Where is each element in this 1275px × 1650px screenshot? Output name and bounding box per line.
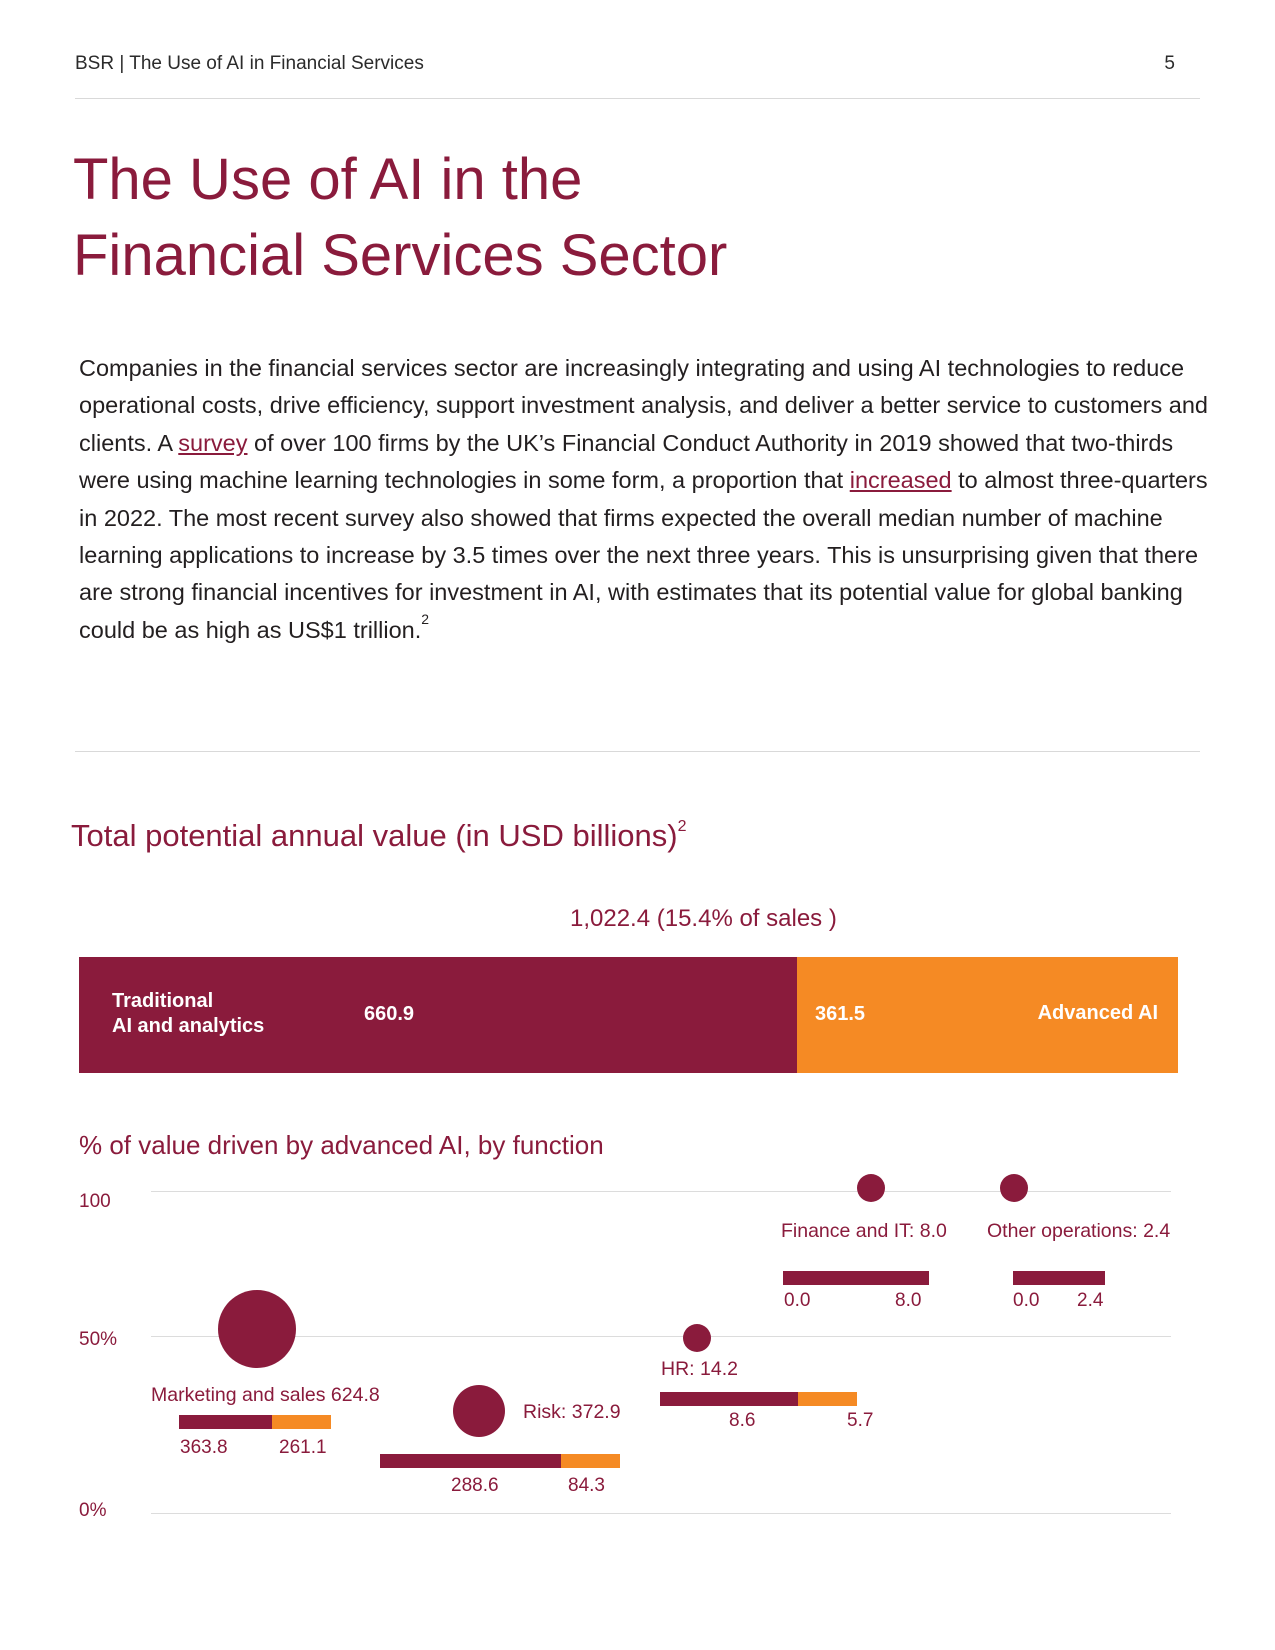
hr-advanced-bar — [798, 1392, 857, 1406]
marketing-traditional-bar — [179, 1415, 272, 1429]
risk-advanced-value: 84.3 — [568, 1475, 605, 1496]
risk-traditional-bar — [380, 1454, 561, 1468]
y-tick-0: 0% — [79, 1500, 107, 1521]
traditional-ai-value: 660.9 — [364, 1003, 415, 1025]
marketing-label: Marketing and sales 624.8 — [151, 1384, 380, 1406]
marketing-bubble — [218, 1290, 296, 1368]
finance-it-bar — [783, 1271, 929, 1285]
gridline-50 — [151, 1336, 1171, 1337]
traditional-ai-label-line2: AI and analytics — [112, 1015, 265, 1037]
chart-title — [71, 818, 686, 854]
hr-label: HR: 14.2 — [661, 1358, 738, 1380]
running-header: BSR | The Use of AI in Financial Services — [75, 53, 424, 74]
paragraph-text-3: to almost three-quarters in 2022. The most recent survey also showed that firms expected the overall median number of machine learning applications to increase by 3.5 times over the next three years. This is unsurprising given that there are strong financial incentives for investment in AI, with estimates that its potential value for global banking could be as high as US$1 trillion. — [79, 467, 1208, 643]
paragraph-text-1: Companies in the financial services sector are increasingly integrating and using AI technologies to reduce operational costs, drive efficiency, support investment analysis, and deliver a better service to customers and clients. A — [79, 355, 1208, 456]
chart-title-text: Total potential annual value (in USD billions) — [71, 818, 678, 853]
hr-traditional-value: 8.6 — [729, 1410, 756, 1431]
marketing-advanced-value: 261.1 — [279, 1437, 327, 1458]
other-operations-bar — [1013, 1271, 1105, 1285]
y-tick-100: 100 — [79, 1191, 111, 1212]
traditional-ai-label — [112, 989, 264, 1039]
survey-link[interactable]: survey — [178, 429, 248, 456]
hr-traditional-bar — [660, 1392, 798, 1406]
page-number: 5 — [1164, 53, 1175, 74]
total-value-label: 1,022.4 (15.4% of sales ) — [570, 905, 837, 932]
increased-link[interactable]: increased — [849, 467, 952, 494]
hr-bubble — [683, 1324, 711, 1352]
finance-it-bubble — [857, 1174, 885, 1202]
other-operations-advanced-value: 2.4 — [1077, 1290, 1104, 1311]
finance-it-label: Finance and IT: 8.0 — [781, 1220, 947, 1242]
intro-paragraph — [79, 350, 1209, 649]
page-title-line1: The Use of AI in the — [73, 147, 583, 212]
function-chart-title: % of value driven by advanced AI, by function — [79, 1130, 604, 1160]
traditional-ai-label-line1: Traditional — [112, 990, 214, 1012]
risk-traditional-value: 288.6 — [451, 1475, 499, 1496]
finance-it-traditional-value: 0.0 — [784, 1290, 811, 1311]
gridline-0 — [151, 1513, 1171, 1514]
chart-title-footnote: 2 — [677, 818, 687, 835]
page-title — [73, 142, 973, 294]
risk-bubble — [453, 1385, 505, 1437]
page-title-line2: Financial Services Sector — [73, 223, 728, 288]
header-divider — [75, 98, 1200, 99]
other-operations-label: Other operations: 2.4 — [987, 1220, 1171, 1242]
marketing-advanced-bar — [272, 1415, 331, 1429]
advanced-ai-value: 361.5 — [815, 1003, 866, 1025]
paragraph-text-2: of over 100 firms by the UK’s Financial Conduct Authority in 2019 showed that two-thirds were using machine learning technologies in some form, a proportion that — [79, 429, 1174, 494]
other-operations-bubble — [1000, 1174, 1028, 1202]
hr-advanced-value: 5.7 — [847, 1410, 874, 1431]
other-operations-traditional-value: 0.0 — [1013, 1290, 1040, 1311]
footnote-ref: 2 — [421, 610, 430, 627]
marketing-traditional-value: 363.8 — [180, 1437, 228, 1458]
y-tick-50: 50% — [79, 1329, 118, 1350]
advanced-ai-label: Advanced AI — [1037, 1002, 1158, 1024]
risk-label: Risk: 372.9 — [523, 1401, 621, 1423]
section-divider — [75, 751, 1200, 752]
risk-advanced-bar — [561, 1454, 620, 1468]
finance-it-advanced-value: 8.0 — [895, 1290, 922, 1311]
